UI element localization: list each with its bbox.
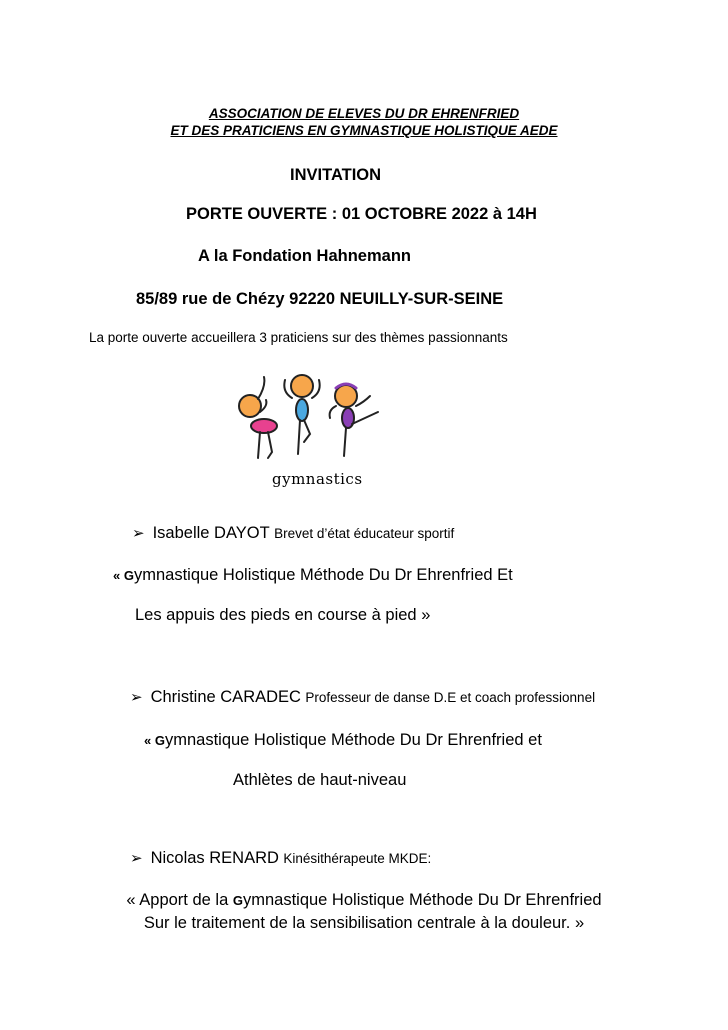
speaker-3-title: Kinésithérapeute MKDE: [283,851,432,866]
speaker-3-name: Nicolas RENARD [150,849,279,867]
logo-text: gymnastics [272,470,363,488]
address: 85/89 rue de Chézy 92220 NEUILLY-SUR-SEINE [136,290,504,308]
speaker-3-talk-line-1 [0,891,728,910]
speaker-2-name: Christine CARADEC [150,688,301,706]
speaker-3-talk-line-2: Sur le traitement de la sensibilisation centrale à la douleur. » [143,914,585,932]
header-line-2: ET DES PRATICIENS EN GYMNASTIQUE HOLISTIQUE AEDE [170,123,558,138]
gymnastics-logo [230,372,380,494]
speaker-1-name: Isabelle DAYOT [152,524,270,542]
intro-text: La porte ouverte accueillera 3 praticiens sur des thèmes passionnants [89,330,508,345]
initial-g: G [232,893,243,908]
initial-g: G [123,568,134,583]
speaker-1-title: Brevet d’état éducateur sportif [274,526,455,541]
talk-open: « Apport de la [126,891,233,909]
speaker-2 [130,688,595,707]
speaker-2-talk-line-2: Athlètes de haut-niveau [233,771,407,789]
arrow-bullet-icon: ➢ [130,689,143,706]
speaker-3 [130,849,431,868]
invitation-heading: INVITATION [290,166,382,184]
arrow-bullet-icon: ➢ [130,850,143,867]
venue: A la Fondation Hahnemann [198,247,411,265]
talk-text: ymnastique Holistique Méthode Du Dr Ehrenfried [242,891,602,909]
event-date: PORTE OUVERTE : 01 OCTOBRE 2022 à 14H [186,205,537,223]
header-line-1: ASSOCIATION DE ELEVES DU DR EHRENFRIED [208,106,520,121]
quote-open: « [113,568,124,583]
quote-open: « [144,733,155,748]
speaker-1-talk-line-2: Les appuis des pieds en course à pied » [135,606,431,624]
speaker-1-talk-line-1 [113,566,513,585]
speaker-1 [132,524,454,543]
talk-text: ymnastique Holistique Méthode Du Dr Ehrenfried et [164,731,542,749]
talk-text: ymnastique Holistique Méthode Du Dr Ehrenfried Et [133,566,513,584]
speaker-2-talk-line-1 [144,731,542,750]
initial-g: G [154,733,165,748]
arrow-bullet-icon: ➢ [132,525,145,542]
speaker-2-title: Professeur de danse D.E et coach professionnel [305,690,596,705]
